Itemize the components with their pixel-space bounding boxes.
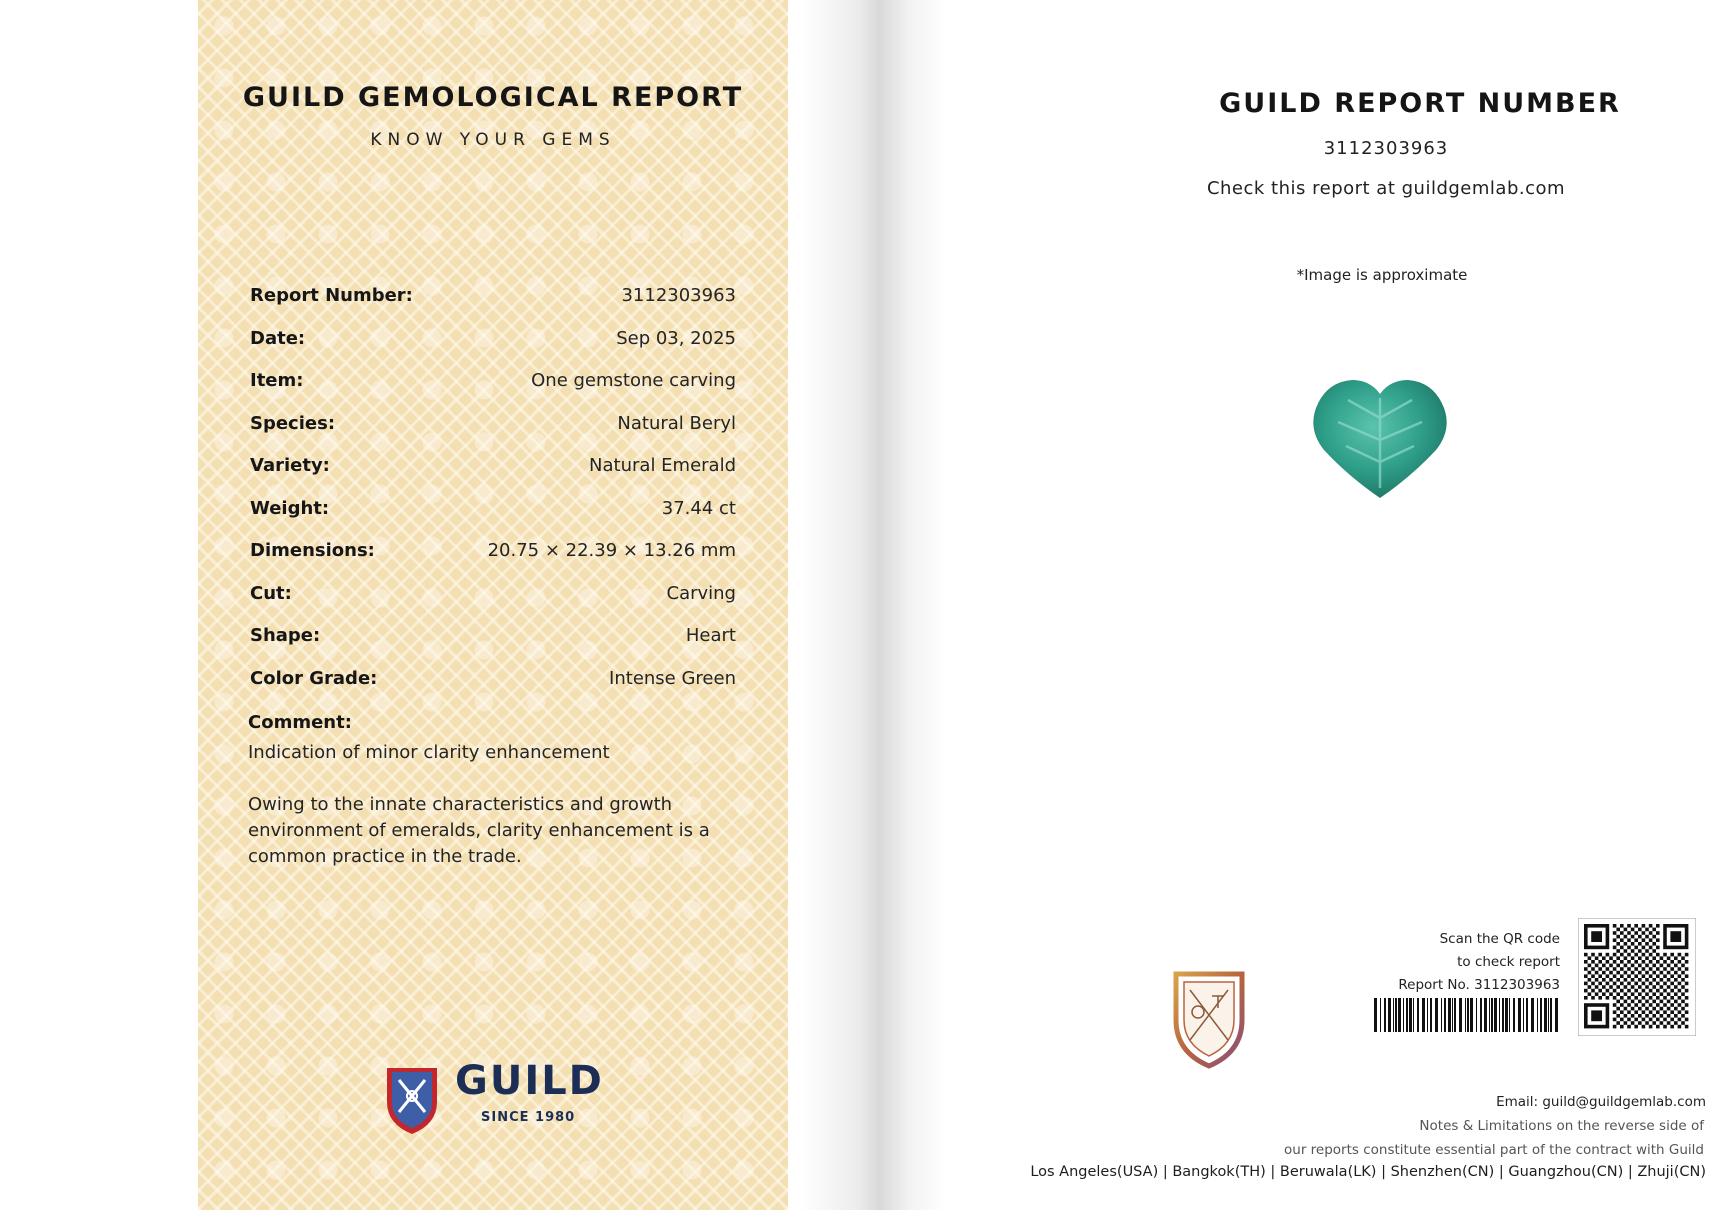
detail-value: Heart xyxy=(685,625,736,646)
details-list xyxy=(250,285,736,710)
qr-caption-line: Scan the QR code xyxy=(1439,931,1560,947)
detail-row-dimensions xyxy=(250,540,736,583)
barcode-icon xyxy=(1374,998,1562,1032)
contact-email[interactable]: Email: guild@guildgemlab.com xyxy=(1496,1094,1706,1110)
qr-caption-report-no: Report No. 3112303963 xyxy=(1398,977,1560,993)
comment-label: Comment: xyxy=(248,712,352,733)
guild-logo-name: GUILD xyxy=(455,1058,604,1104)
enhancement-note: Owing to the innate characteristics and growth environment of emeralds, clarity enhancement is a common practice in the trade. xyxy=(248,794,710,867)
qr-caption-line: to check report xyxy=(1457,954,1560,970)
detail-row-item xyxy=(250,370,736,413)
detail-value: 37.44 ct xyxy=(661,497,736,519)
shield-icon xyxy=(383,1062,441,1136)
report-subtitle: KNOW YOUR GEMS xyxy=(370,130,616,150)
qr-caption xyxy=(1300,928,1560,997)
detail-label: Dimensions: xyxy=(250,540,375,561)
detail-label: Item: xyxy=(250,370,304,391)
detail-value: Sep 03, 2025 xyxy=(616,327,736,349)
detail-label: Weight: xyxy=(250,497,330,519)
detail-value: 3112303963 xyxy=(621,285,736,306)
detail-value: Carving xyxy=(666,582,736,604)
detail-row-shape xyxy=(250,625,736,668)
detail-label: Date: xyxy=(250,327,306,349)
guild-logo xyxy=(383,1058,603,1138)
detail-row-date xyxy=(250,328,736,371)
image-approximate-note: *Image is approximate xyxy=(1296,266,1468,284)
detail-value: Intense Green xyxy=(609,667,736,689)
detail-label: Report Number: xyxy=(250,285,413,306)
detail-value: One gemstone carving xyxy=(531,370,736,391)
guild-logo-since: SINCE 1980 xyxy=(481,1110,576,1125)
report-number-title: GUILD REPORT NUMBER xyxy=(1219,88,1621,119)
comment-text: Indication of minor clarity enhancement xyxy=(248,742,610,763)
emerald-heart-carving-image xyxy=(1308,368,1453,503)
detail-row-weight xyxy=(250,498,736,541)
report-number-value: 3112303963 xyxy=(1323,138,1449,159)
verify-instruction: Check this report at guildgemlab.com xyxy=(1206,178,1566,199)
detail-row-cut xyxy=(250,583,736,626)
detail-value: Natural Beryl xyxy=(617,412,736,434)
limitations-note: Notes & Limitations on the reverse side of xyxy=(1419,1118,1704,1134)
detail-label: Color Grade: xyxy=(250,667,378,689)
detail-row-color-grade xyxy=(250,668,736,711)
office-locations: Los Angeles(USA) | Bangkok(TH) | Beruwala(LK) | Shenzhen(CN) | Guangzhou(CN) | Zhuji(CN) xyxy=(1030,1164,1706,1180)
qr-code-icon[interactable] xyxy=(1578,918,1696,1036)
crest-emblem-icon xyxy=(1168,960,1250,1070)
detail-label: Species: xyxy=(250,412,336,434)
detail-label: Cut: xyxy=(250,582,292,604)
report-title: GUILD GEMOLOGICAL REPORT xyxy=(242,82,744,113)
limitations-note: our reports constitute essential part of the contract with Guild xyxy=(1284,1142,1704,1158)
left-report-panel xyxy=(198,0,788,1210)
page-fold-shadow xyxy=(800,0,945,1210)
detail-label: Variety: xyxy=(250,455,330,476)
detail-row-variety xyxy=(250,455,736,498)
detail-row-species xyxy=(250,413,736,456)
detail-label: Shape: xyxy=(250,625,321,646)
detail-value: Natural Emerald xyxy=(589,455,736,476)
detail-row-report-number xyxy=(250,285,736,328)
detail-value: 20.75 × 22.39 × 13.26 mm xyxy=(487,540,736,561)
